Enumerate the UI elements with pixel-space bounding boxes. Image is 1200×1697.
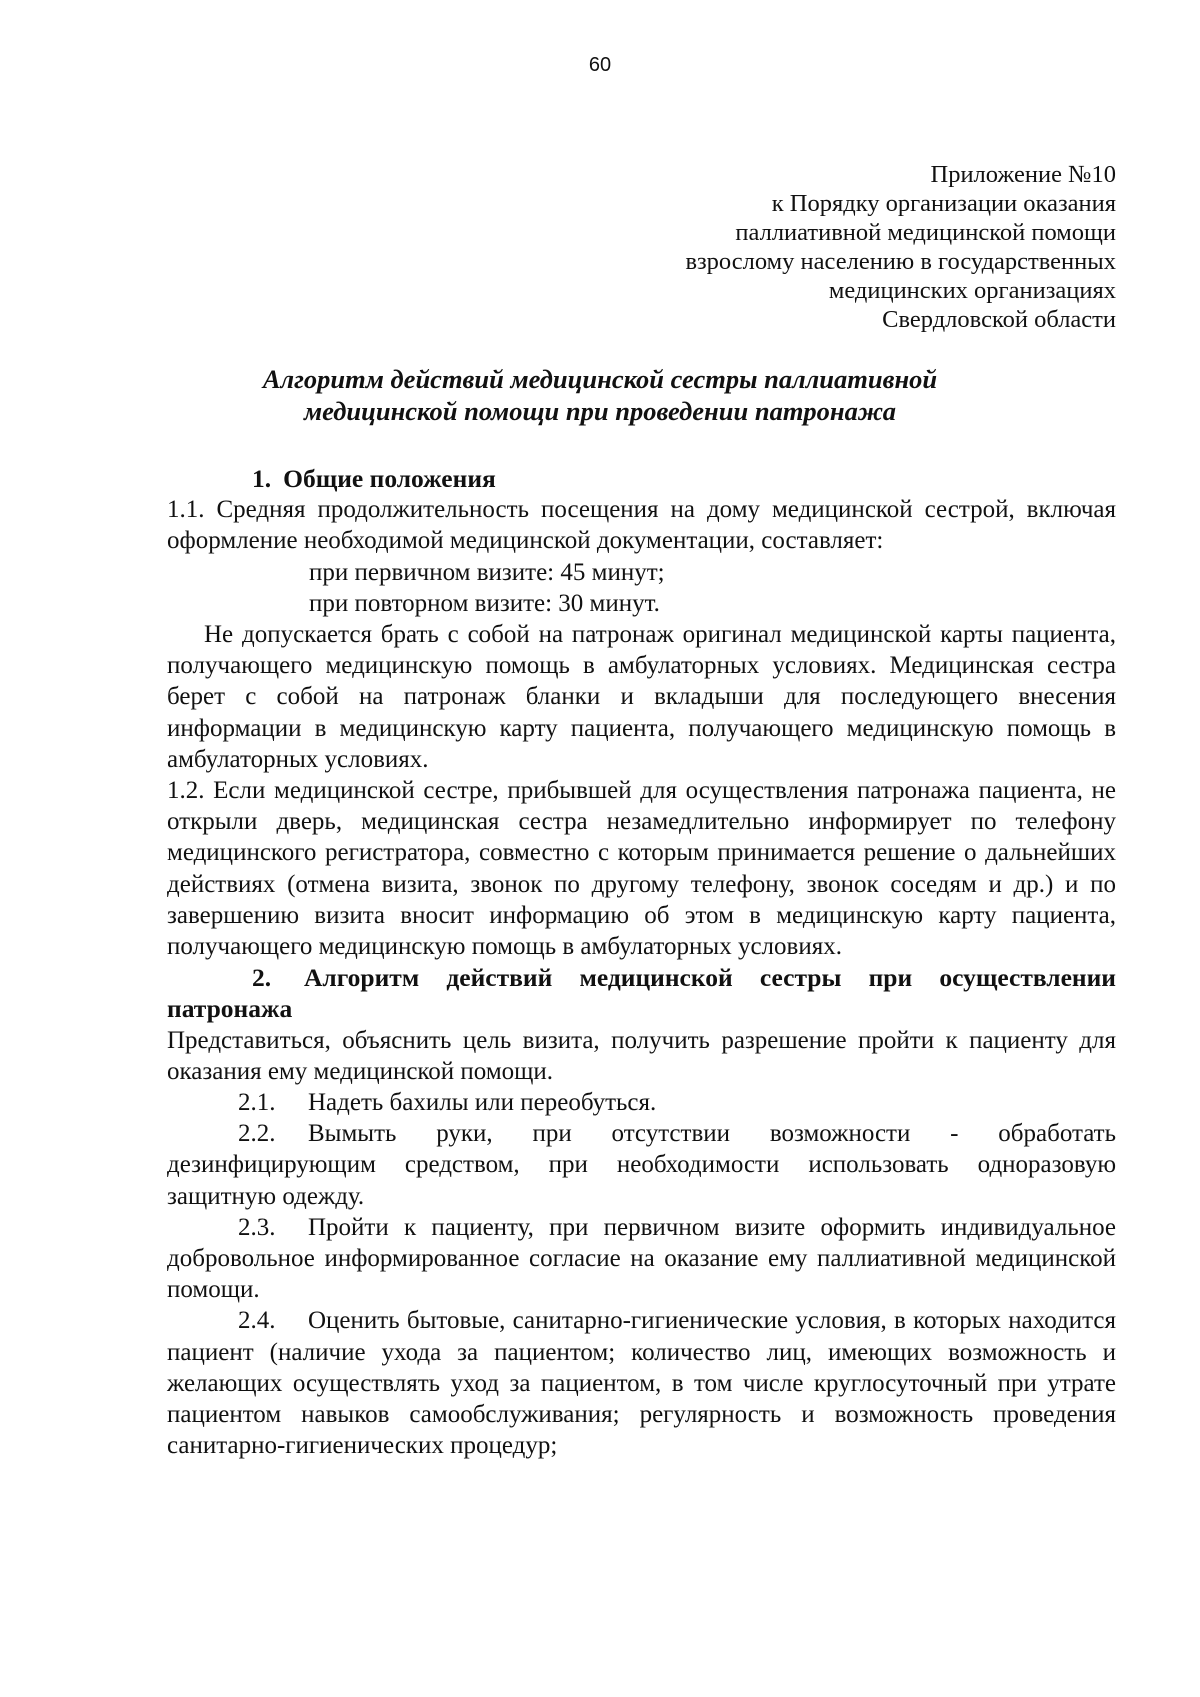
title-line: Алгоритм действий медицинской сестры паллиативной <box>262 364 938 394</box>
appendix-line: Приложение №10 <box>930 161 1116 188</box>
section-number: 2. <box>252 963 272 993</box>
section-1-heading <box>167 463 1116 494</box>
title-line: медицинской помощи при проведении патронажа <box>303 396 897 426</box>
page-number: 60 <box>588 54 612 76</box>
paragraph-medical-record: Не допускается брать с собой на патронаж оригинал медицинской карты пациента, получающего медицинскую помощь в амбулаторных условиях. Медицинская сестра берет с собой на патронаж бланки и вкладыши для последующего внесения информации в медицинскую карту пациента, получающего медицинскую помощь в амбулаторных условиях. <box>167 621 1116 773</box>
document-title <box>0 363 1200 427</box>
paragraph-section-2-intro: Представиться, объяснить цель визита, получить разрешение пройти к пациенту для оказания ему медицинской помощи. <box>167 1026 1116 1085</box>
section-2-heading <box>167 962 1116 1024</box>
list-item <box>167 1212 1116 1306</box>
item-number: 2.3. <box>238 1213 276 1241</box>
item-number: 2.4. <box>238 1307 276 1335</box>
appendix-line: Свердловской области <box>882 306 1116 333</box>
visit-duration-first: при первичном визите: 45 минут; <box>309 558 665 586</box>
section-title: Общие положения <box>283 464 496 493</box>
list-item <box>167 1118 1116 1212</box>
appendix-line: взрослому населению в государственных <box>685 248 1116 275</box>
item-text: Пройти к пациенту, при первичном визите оформить индивидуальное добровольное информированное согласие на оказание ему паллиативной медицинской помощи. <box>167 1213 1116 1304</box>
section-title: Алгоритм действий медицинской сестры при осуществлении патронажа <box>167 963 1116 1024</box>
visit-duration-repeat: при повторном визите: 30 минут. <box>309 589 660 617</box>
appendix-line: медицинских организациях <box>828 277 1116 304</box>
list-item <box>167 1305 1116 1461</box>
appendix-line: к Порядку организации оказания <box>771 190 1116 217</box>
item-number: 2.1. <box>238 1089 276 1117</box>
item-text: Надеть бахилы или переобуться. <box>308 1089 657 1117</box>
appendix-line: паллиативной медицинской помощи <box>735 219 1116 246</box>
appendix-block <box>416 160 1116 334</box>
list-item <box>167 1087 1116 1118</box>
section-number: 1. <box>252 464 272 493</box>
item-text: Вымыть руки, при отсутствии возможности - обработать дезинфицирующим средством, при необходимости использовать одноразовую защитную одежду. <box>167 1120 1116 1210</box>
item-text: Оценить бытовые, санитарно-гигиенические условия, в которых находится пациент (наличие ухода за пациентом; количество лиц, имеющих возможность и желающих осуществлять уход за пациентом, в том числе круглосуточный при утрате пациентом навыков самообслуживания; регулярность и возможность проведения санитарно-гигиенических процедур; <box>167 1307 1116 1460</box>
paragraph-1-1: 1.1. Средняя продолжительность посещения на дому медицинской сестрой, включая оформление необходимой медицинской документации, составляет: <box>167 496 1116 555</box>
paragraph-1-2: 1.2. Если медицинской сестре, прибывшей для осуществления патронажа пациента, не открыли дверь, медицинская сестра незамедлительно информирует по телефону медицинского регистратора, совместно с которым принимается решение о дальнейших действиях (отмена визита, звонок по другому телефону, звонок соседям и др.) и по завершению визита вносит информацию об этом в медицинскую карту пациента, получающего медицинскую помощь в амбулаторных условиях. <box>167 777 1116 961</box>
document-body <box>167 463 1116 1462</box>
item-number: 2.2. <box>238 1120 276 1148</box>
